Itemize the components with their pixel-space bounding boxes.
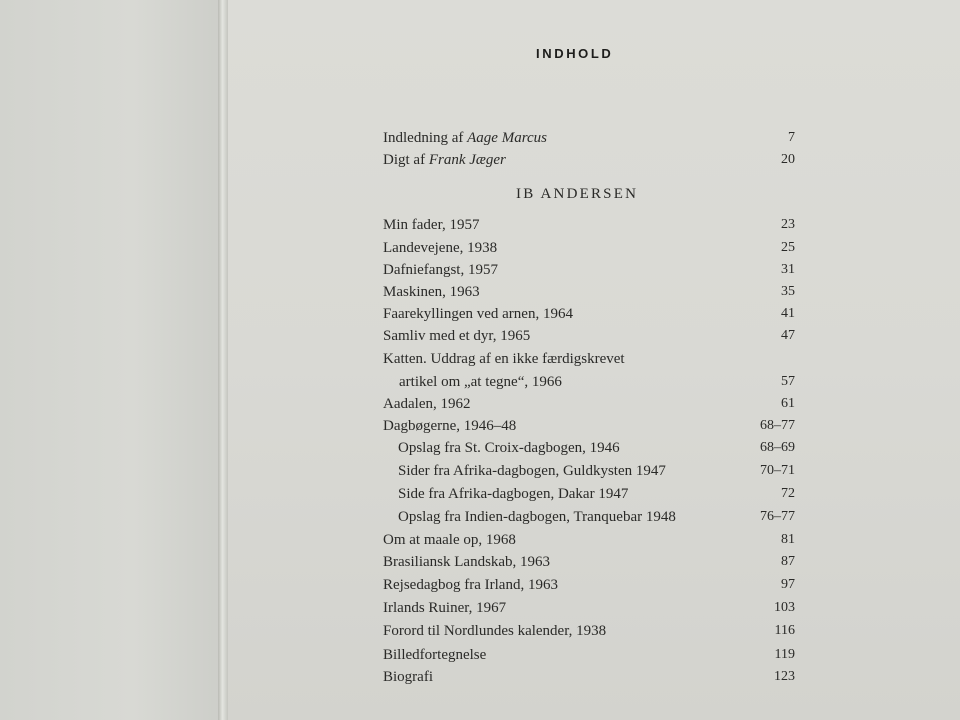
toc-row [383, 530, 795, 550]
toc-row [383, 260, 795, 280]
toc-page-number: 87 [781, 554, 795, 569]
toc-row [383, 128, 795, 148]
toc-page-number: 68–77 [760, 418, 795, 433]
toc-page-number: 35 [781, 284, 795, 299]
toc-title: Forord til Nordlundes kalender, 1938 [383, 623, 607, 639]
toc-row [398, 507, 795, 527]
toc-title: Sider fra Afrika-dagbogen, Guldkysten 1947 [398, 463, 666, 479]
toc-title: Katten. Uddrag af en ikke færdigskrevet [383, 351, 625, 367]
toc-title: Brasiliansk Landskab, 1963 [383, 554, 551, 570]
toc-row [383, 238, 795, 258]
toc-row [383, 667, 795, 687]
toc-row [383, 552, 795, 572]
toc-page-number: 81 [781, 532, 795, 547]
toc-page-number: 119 [774, 647, 795, 662]
toc-page-number: 123 [774, 669, 795, 684]
book-gutter [218, 0, 228, 720]
toc-row [383, 575, 795, 595]
toc-page-number: 7 [788, 130, 795, 145]
toc-title: Dagbøgerne, 1946–48 [383, 418, 517, 434]
toc-title: Om at maale op, 1968 [383, 532, 516, 548]
toc-title: artikel om „at tegne“, 1966 [399, 374, 562, 390]
section-heading: IB ANDERSEN [516, 186, 639, 202]
toc-page-number: 97 [781, 577, 795, 592]
toc-title: Samliv med et dyr, 1965 [383, 328, 531, 344]
toc-page-number: 72 [781, 486, 795, 501]
toc-title: Dafniefangst, 1957 [383, 262, 498, 278]
toc-title: Biografi [383, 669, 433, 685]
toc-title: Min fader, 1957 [383, 217, 480, 233]
toc-row [398, 461, 795, 481]
toc-page-number: 103 [774, 600, 795, 615]
left-page [0, 0, 222, 720]
toc-page-number: 47 [781, 328, 795, 343]
toc-title: Opslag fra St. Croix-dagbogen, 1946 [398, 440, 620, 456]
toc-row [383, 349, 795, 369]
toc-title: Maskinen, 1963 [383, 284, 480, 300]
toc-row [383, 326, 795, 346]
toc-page-number: 116 [774, 623, 795, 638]
toc-row [398, 438, 795, 458]
toc-title: Aadalen, 1962 [383, 396, 471, 412]
toc-title: Opslag fra Indien-dagbogen, Tranquebar 1948 [398, 509, 676, 525]
toc-title: Rejsedagbog fra Irland, 1963 [383, 577, 558, 593]
toc-page-number: 31 [781, 262, 795, 277]
toc-title: Indledning af Aage Marcus [383, 130, 547, 146]
toc-title: Irlands Ruiner, 1967 [383, 600, 507, 616]
toc-page-number: 23 [781, 217, 795, 232]
toc-page-number: 25 [781, 240, 795, 255]
toc-page-number: 57 [781, 374, 795, 389]
toc-row [399, 372, 795, 392]
toc-title: Side fra Afrika-dagbogen, Dakar 1947 [398, 486, 629, 502]
toc-row [383, 645, 795, 665]
toc-title: Billedfortegnelse [383, 647, 487, 663]
toc-row [383, 621, 795, 641]
toc-row [383, 598, 795, 618]
toc-title: Faarekyllingen ved arnen, 1964 [383, 306, 573, 322]
toc-title: Landevejene, 1938 [383, 240, 498, 256]
toc-row [398, 484, 795, 504]
toc-page-number: 20 [781, 152, 795, 167]
toc-page-number: 70–71 [760, 463, 795, 478]
toc-page-number: 68–69 [760, 440, 795, 455]
toc-row [383, 215, 795, 235]
toc-title: Digt af Frank Jæger [383, 152, 506, 168]
toc-page-number: 76–77 [760, 509, 795, 524]
toc-row [383, 282, 795, 302]
toc-row [383, 416, 795, 436]
toc-page-number: 41 [781, 306, 795, 321]
toc-row [383, 150, 795, 170]
toc-row [383, 304, 795, 324]
toc-page-number: 61 [781, 396, 795, 411]
toc-row [383, 394, 795, 414]
page-title: INDHOLD [536, 46, 614, 61]
